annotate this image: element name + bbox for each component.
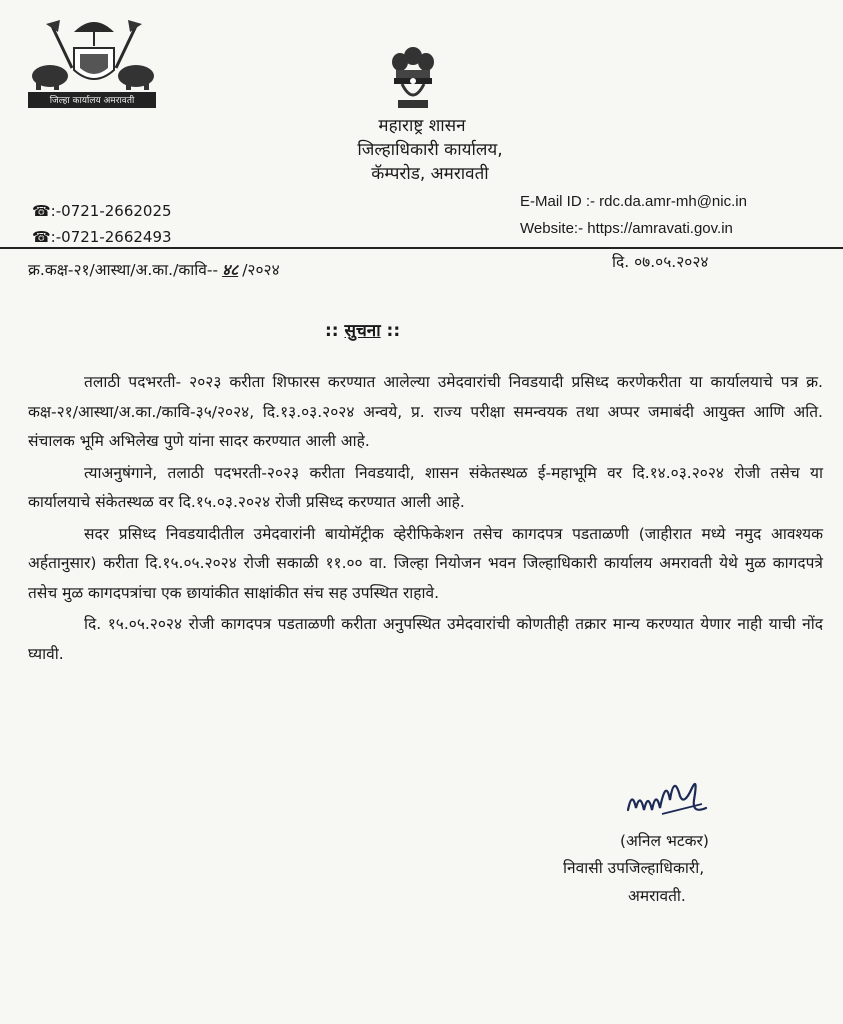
email-address: E-Mail ID :- rdc.da.amr-mh@nic.in — [520, 193, 747, 210]
signatory-designation: निवासी उपजिल्हाधिकारी, — [563, 859, 705, 877]
signatory-place: अमरावती. — [628, 887, 686, 905]
national-emblem-icon — [388, 44, 438, 110]
website-url: Website:- https://amravati.gov.in — [520, 220, 733, 237]
notice-title-text: सुचना — [344, 321, 381, 341]
letter-date: दि. ०७.०५.२०२४ — [612, 253, 709, 271]
handwritten-signature — [622, 770, 712, 830]
notice-title-right: :: — [380, 321, 401, 341]
notice-paragraph-4: दि. १५.०५.२०२४ रोजी कागदपत्र पडताळणी करीता अनुपस्थित उमेदवारांची कोणतीही तक्रार मान्य करण्यात येणार नाही याची नोंद घ्यावी. — [28, 615, 823, 663]
notice-paragraph-3: सदर प्रसिध्द निवडयादीतील उमेदवारांनी बायोमॅट्रीक व्हेरीफिकेशन तसेच कागदपत्र पडताळणी (जाहीरात मध्ये नमुद आवश्यक अर्हतानुसार) करीता दि.१५.०५.२०२४ रोजी सकाळी ११.०० वा. जिल्हा नियोजन भवन जिल्हाधिकारी कार्यालय अमरावती येथे मुळ कागदपत्रे तसेच मुळ कागदपत्रांचा एक छायांकीत साक्षांकीत संच सह उपस्थित राहावे. — [28, 524, 823, 602]
reference-number — [28, 258, 280, 280]
notice-body — [28, 368, 823, 671]
signatory-name: (अनिल भटकर) — [620, 832, 709, 850]
reference-suffix: /२०२४ — [242, 261, 280, 279]
logo-banner-text: जिल्हा कार्यालय अमरावती — [49, 96, 135, 106]
reference-prefix: क्र.कक्ष-२१/आस्था/अ.का./कावि-- — [28, 261, 219, 279]
phone-number-2: ☎:-0721-2662493 — [32, 228, 172, 246]
notice-title-left: :: — [325, 321, 345, 341]
notice-paragraph-2: त्याअनुषंगाने, तलाठी पदभरती-२०२३ करीता निवडयादी, शासन संकेतस्थळ ई-महाभूमि वर दि.१४.०३.२०२४ रोजी तसेच या कार्यालयाचे संकेतस्थळ वर दि.१५.०३.२०२४ रोजी प्रसिध्द करण्यात आली आहे. — [28, 463, 823, 511]
notice-title — [325, 318, 400, 341]
office-name: जिल्हाधिकारी कार्यालय, — [357, 140, 503, 160]
office-address: कॅम्परोड, अमरावती — [371, 164, 489, 184]
government-name: महाराष्ट्र शासन — [378, 116, 466, 136]
phone-number-1: ☎:-0721-2662025 — [32, 202, 172, 220]
notice-paragraph-1: तलाठी पदभरती- २०२३ करीता शिफारस करण्यात आलेल्या उमेदवारांची निवडयादी प्रसिध्द करणेकरीता या कार्यालयाचे पत्र क्र. कक्ष-२१/आस्था/अ.का./कावि-३५/२०२४, दि.१३.०३.२०२४ अन्वये, प्र. राज्य परीक्षा समन्वयक तथा अप्पर जमाबंदी आयुक्त आणि अति. संचालक भूमि अभिलेख पुणे यांना सादर करण्यात आली आहे. — [28, 373, 823, 450]
reference-handwritten-number: ४८ — [222, 261, 239, 279]
district-logo — [22, 10, 162, 112]
letterhead-title — [330, 114, 530, 186]
header-divider — [0, 247, 843, 249]
